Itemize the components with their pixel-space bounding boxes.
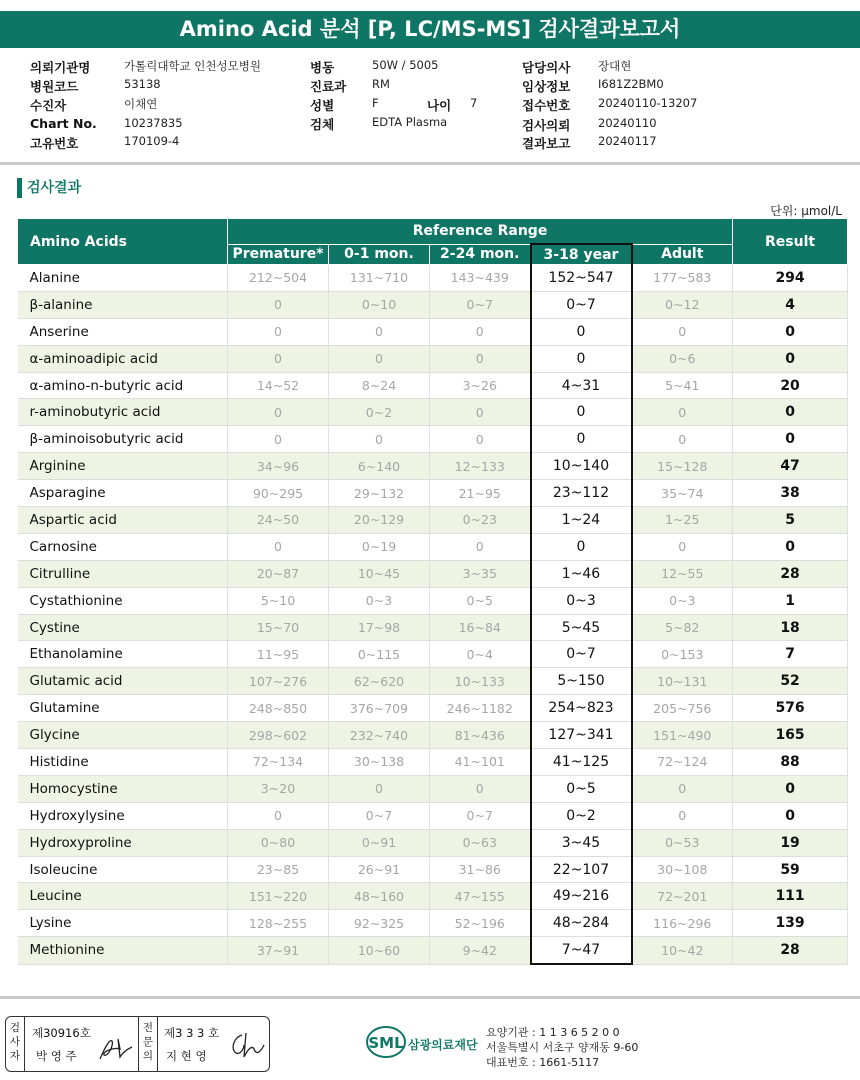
amino-acid-name: Carnosine xyxy=(18,533,228,560)
reference-range-cell: 0 xyxy=(531,533,632,560)
reference-range-cell: 4~31 xyxy=(531,372,632,399)
reference-range-cell: 1~24 xyxy=(531,507,632,534)
reference-range-cell: 0 xyxy=(632,533,733,560)
footer-line: 서울특별시 서초구 양재동 9-60 xyxy=(486,1041,639,1054)
reference-range-cell: 1~46 xyxy=(531,560,632,587)
col-header-result: Result xyxy=(733,219,848,265)
result-cell: 19 xyxy=(733,829,848,856)
reference-range-cell: 11~95 xyxy=(228,641,329,668)
reference-range-cell: 298~602 xyxy=(228,722,329,749)
table-row xyxy=(18,614,848,641)
info-value: 이채연 xyxy=(124,97,158,111)
reference-range-cell: 177~583 xyxy=(632,265,733,292)
table-row xyxy=(18,480,848,507)
organization-name: 삼광의료재단 xyxy=(408,1038,478,1052)
info-value: 20240110 xyxy=(598,116,657,130)
unit-label: 단위: μmol/L xyxy=(770,204,842,218)
reference-range-cell: 5~45 xyxy=(531,614,632,641)
col-header-premature: Premature* xyxy=(228,244,329,265)
patient-info xyxy=(0,0,860,160)
reference-range-cell: 0 xyxy=(329,775,430,802)
reference-range-cell: 23~85 xyxy=(228,856,329,883)
amino-acid-name: Cystathionine xyxy=(18,587,228,614)
reference-range-cell: 0~7 xyxy=(531,291,632,318)
reference-range-cell: 9~42 xyxy=(430,937,531,964)
section-title: 검사결과 xyxy=(27,180,82,196)
table-row xyxy=(18,399,848,426)
divider xyxy=(0,162,860,165)
amino-acid-name: Glutamine xyxy=(18,695,228,722)
reference-range-cell: 131~710 xyxy=(329,265,430,292)
signature-box xyxy=(5,1016,270,1072)
amino-acid-name: Anserine xyxy=(18,318,228,345)
info-value: 53138 xyxy=(124,77,161,91)
reference-range-cell: 0~3 xyxy=(329,587,430,614)
reference-range-cell: 0~91 xyxy=(329,829,430,856)
reference-range-cell: 0 xyxy=(329,345,430,372)
reference-range-cell: 15~70 xyxy=(228,614,329,641)
info-value: 10237835 xyxy=(124,116,183,130)
reference-range-cell: 81~436 xyxy=(430,722,531,749)
reference-range-cell: 0~7 xyxy=(531,641,632,668)
amino-acid-name: Ethanolamine xyxy=(18,641,228,668)
reference-range-cell: 3~26 xyxy=(430,372,531,399)
amino-acid-name: α-amino-n-butyric acid xyxy=(18,372,228,399)
col-header-adult: Adult xyxy=(632,244,733,265)
reference-range-cell: 3~20 xyxy=(228,775,329,802)
reference-range-cell: 0~115 xyxy=(329,641,430,668)
amino-acid-name: Homocystine xyxy=(18,775,228,802)
result-cell: 38 xyxy=(733,480,848,507)
result-cell: 0 xyxy=(733,318,848,345)
info-label: 수진자 xyxy=(30,98,67,113)
info-value: 50W / 5005 xyxy=(372,58,439,72)
reference-range-cell: 0 xyxy=(531,426,632,453)
table-row xyxy=(18,856,848,883)
reference-range-cell: 0 xyxy=(430,399,531,426)
specialist-label: 전 문 의 xyxy=(142,1022,154,1062)
result-cell: 5 xyxy=(733,507,848,534)
reference-range-cell: 26~91 xyxy=(329,856,430,883)
amino-acid-name: Cystine xyxy=(18,614,228,641)
info-value: F xyxy=(372,96,379,110)
reference-range-cell: 212~504 xyxy=(228,265,329,292)
reference-range-cell: 0~3 xyxy=(632,587,733,614)
examiner-license: 제30916호 xyxy=(32,1026,91,1040)
divider xyxy=(138,1017,139,1071)
result-cell: 165 xyxy=(733,722,848,749)
reference-range-cell: 128~255 xyxy=(228,910,329,937)
table-row xyxy=(18,265,848,292)
footer-line: 대표번호 : 1661-5117 xyxy=(486,1056,600,1069)
amino-acid-name: Histidine xyxy=(18,749,228,776)
col-header-amino-acids: Amino Acids xyxy=(18,219,228,265)
info-label: 검사의뢰 xyxy=(522,118,571,133)
info-label: 임상정보 xyxy=(522,79,571,94)
table-row xyxy=(18,695,848,722)
info-value: EDTA Plasma xyxy=(372,115,448,129)
reference-range-cell: 0~7 xyxy=(430,291,531,318)
amino-acid-name: Hydroxylysine xyxy=(18,802,228,829)
reference-range-cell: 0 xyxy=(430,426,531,453)
reference-range-cell: 1~25 xyxy=(632,507,733,534)
specialist-signature xyxy=(228,1031,266,1061)
result-cell: 0 xyxy=(733,533,848,560)
amino-acid-name: β-aminoisobutyric acid xyxy=(18,426,228,453)
amino-acid-name: Methionine xyxy=(18,937,228,964)
reference-range-cell: 0~3 xyxy=(531,587,632,614)
info-label: 담당의사 xyxy=(522,60,571,75)
amino-acid-name: Asparagine xyxy=(18,480,228,507)
result-cell: 59 xyxy=(733,856,848,883)
reference-range-cell: 0 xyxy=(329,426,430,453)
info-label: 접수번호 xyxy=(522,98,571,113)
examiner-signature xyxy=(98,1035,134,1063)
reference-range-cell: 0~63 xyxy=(430,829,531,856)
reference-range-cell: 3~45 xyxy=(531,829,632,856)
info-value: 가톨릭대학교 인천성모병원 xyxy=(124,59,261,73)
reference-range-cell: 232~740 xyxy=(329,722,430,749)
reference-range-cell: 143~439 xyxy=(430,265,531,292)
table-row xyxy=(18,345,848,372)
reference-range-cell: 22~107 xyxy=(531,856,632,883)
reference-range-cell: 0 xyxy=(228,345,329,372)
reference-range-cell: 0 xyxy=(228,533,329,560)
result-cell: 18 xyxy=(733,614,848,641)
reference-range-cell: 0~23 xyxy=(430,507,531,534)
table-row xyxy=(18,507,848,534)
result-cell: 0 xyxy=(733,426,848,453)
result-cell: 28 xyxy=(733,937,848,964)
reference-range-cell: 0 xyxy=(632,802,733,829)
result-cell: 4 xyxy=(733,291,848,318)
reference-range-cell: 41~125 xyxy=(531,749,632,776)
reference-range-cell: 48~284 xyxy=(531,910,632,937)
info-label: 성별 xyxy=(310,98,335,113)
age-value: 7 xyxy=(470,96,478,110)
amino-acid-name: Aspartic acid xyxy=(18,507,228,534)
reference-range-cell: 72~201 xyxy=(632,883,733,910)
reference-range-cell: 12~133 xyxy=(430,453,531,480)
divider xyxy=(0,996,860,999)
table-row xyxy=(18,641,848,668)
amino-acid-name: Citrulline xyxy=(18,560,228,587)
info-value: 20240110-13207 xyxy=(598,96,698,110)
info-value: 170109-4 xyxy=(124,134,180,148)
table-row xyxy=(18,883,848,910)
reference-range-cell: 49~216 xyxy=(531,883,632,910)
age-label: 나이 xyxy=(427,98,452,113)
reference-range-cell: 29~132 xyxy=(329,480,430,507)
reference-range-cell: 0 xyxy=(531,399,632,426)
result-cell: 0 xyxy=(733,802,848,829)
info-value: RM xyxy=(372,77,390,91)
amino-acid-name: Isoleucine xyxy=(18,856,228,883)
examiner-name: 박 영 주 xyxy=(36,1049,77,1063)
amino-acid-name: Hydroxyproline xyxy=(18,829,228,856)
table-row xyxy=(18,910,848,937)
table-row xyxy=(18,291,848,318)
info-value: 20240117 xyxy=(598,134,657,148)
report-title: Amino Acid 분석 [P, LC/MS-MS] 검사결과보고서 xyxy=(0,11,860,48)
reference-range-cell: 0 xyxy=(430,345,531,372)
amino-acid-name: Glutamic acid xyxy=(18,668,228,695)
reference-range-cell: 62~620 xyxy=(329,668,430,695)
sml-logo xyxy=(366,1022,408,1062)
reference-range-cell: 0 xyxy=(632,318,733,345)
table-row xyxy=(18,829,848,856)
reference-range-cell: 17~98 xyxy=(329,614,430,641)
reference-range-cell: 0~7 xyxy=(329,802,430,829)
reference-range-cell: 10~42 xyxy=(632,937,733,964)
table-row xyxy=(18,426,848,453)
result-cell: 28 xyxy=(733,560,848,587)
reference-range-cell: 47~155 xyxy=(430,883,531,910)
reference-range-cell: 0~2 xyxy=(329,399,430,426)
result-cell: 1 xyxy=(733,587,848,614)
table-row xyxy=(18,749,848,776)
amino-acid-name: α-aminoadipic acid xyxy=(18,345,228,372)
table-row xyxy=(18,560,848,587)
amino-acid-name: Arginine xyxy=(18,453,228,480)
amino-acid-name: Alanine xyxy=(18,265,228,292)
result-cell: 7 xyxy=(733,641,848,668)
amino-acid-name: Lysine xyxy=(18,910,228,937)
reference-range-cell: 10~45 xyxy=(329,560,430,587)
reference-range-cell: 24~50 xyxy=(228,507,329,534)
reference-range-cell: 0~80 xyxy=(228,829,329,856)
reference-range-cell: 0~12 xyxy=(632,291,733,318)
specialist-license: 제3 3 3 호 xyxy=(164,1026,220,1040)
reference-range-cell: 151~220 xyxy=(228,883,329,910)
reference-range-cell: 0~10 xyxy=(329,291,430,318)
reference-range-cell: 0~19 xyxy=(329,533,430,560)
reference-range-cell: 0 xyxy=(632,399,733,426)
amino-acid-name: Leucine xyxy=(18,883,228,910)
reference-range-cell: 6~140 xyxy=(329,453,430,480)
reference-range-cell: 107~276 xyxy=(228,668,329,695)
result-cell: 111 xyxy=(733,883,848,910)
reference-range-cell: 0 xyxy=(531,345,632,372)
logo-text: SML xyxy=(368,1034,404,1052)
reference-range-cell: 0~53 xyxy=(632,829,733,856)
reference-range-cell: 0 xyxy=(228,426,329,453)
reference-range-cell: 0~7 xyxy=(430,802,531,829)
reference-range-cell: 30~138 xyxy=(329,749,430,776)
reference-range-cell: 23~112 xyxy=(531,480,632,507)
reference-range-cell: 5~82 xyxy=(632,614,733,641)
reference-range-cell: 90~295 xyxy=(228,480,329,507)
reference-range-cell: 92~325 xyxy=(329,910,430,937)
reference-range-cell: 0~2 xyxy=(531,802,632,829)
table-row xyxy=(18,937,848,964)
reference-range-cell: 37~91 xyxy=(228,937,329,964)
result-cell: 294 xyxy=(733,265,848,292)
table-row xyxy=(18,587,848,614)
reference-range-cell: 246~1182 xyxy=(430,695,531,722)
table-row xyxy=(18,372,848,399)
reference-range-cell: 15~128 xyxy=(632,453,733,480)
reference-range-cell: 72~124 xyxy=(632,749,733,776)
results-body xyxy=(18,265,848,965)
reference-range-cell: 5~10 xyxy=(228,587,329,614)
result-cell: 20 xyxy=(733,372,848,399)
reference-range-cell: 0 xyxy=(228,291,329,318)
col-header-2-24-mon: 2-24 mon. xyxy=(430,244,531,265)
reference-range-cell: 7~47 xyxy=(531,937,632,964)
reference-range-cell: 72~134 xyxy=(228,749,329,776)
reference-range-cell: 116~296 xyxy=(632,910,733,937)
info-value: 장대현 xyxy=(598,59,632,73)
info-label: Chart No. xyxy=(30,116,97,131)
reference-range-cell: 10~131 xyxy=(632,668,733,695)
result-cell: 576 xyxy=(733,695,848,722)
reference-range-cell: 376~709 xyxy=(329,695,430,722)
reference-range-cell: 0 xyxy=(632,775,733,802)
reference-range-cell: 20~129 xyxy=(329,507,430,534)
section-marker xyxy=(17,178,22,198)
info-label: 병동 xyxy=(310,60,335,75)
reference-range-cell: 0~5 xyxy=(430,587,531,614)
info-label: 고유번호 xyxy=(30,136,79,151)
table-row xyxy=(18,668,848,695)
reference-range-cell: 254~823 xyxy=(531,695,632,722)
info-label: 결과보고 xyxy=(522,136,571,151)
reference-range-cell: 34~96 xyxy=(228,453,329,480)
table-row xyxy=(18,453,848,480)
specialist-name: 지 현 영 xyxy=(166,1049,207,1063)
amino-acid-name: r-aminobutyric acid xyxy=(18,399,228,426)
reference-range-cell: 205~756 xyxy=(632,695,733,722)
reference-range-cell: 21~95 xyxy=(430,480,531,507)
table-row xyxy=(18,802,848,829)
divider xyxy=(157,1017,158,1071)
divider xyxy=(24,1017,25,1071)
col-header-reference-range: Reference Range xyxy=(228,219,733,245)
reference-range-cell: 14~52 xyxy=(228,372,329,399)
result-cell: 0 xyxy=(733,345,848,372)
info-label: 병원코드 xyxy=(30,79,79,94)
table-row xyxy=(18,722,848,749)
reference-range-cell: 127~341 xyxy=(531,722,632,749)
result-cell: 88 xyxy=(733,749,848,776)
reference-range-cell: 0 xyxy=(228,399,329,426)
reference-range-cell: 0~153 xyxy=(632,641,733,668)
table-row xyxy=(18,318,848,345)
reference-range-cell: 0~6 xyxy=(632,345,733,372)
amino-acid-name: Glycine xyxy=(18,722,228,749)
reference-range-cell: 10~60 xyxy=(329,937,430,964)
reference-range-cell: 0~5 xyxy=(531,775,632,802)
reference-range-cell: 0~4 xyxy=(430,641,531,668)
reference-range-cell: 0 xyxy=(228,318,329,345)
reference-range-cell: 0 xyxy=(430,533,531,560)
reference-range-cell: 31~86 xyxy=(430,856,531,883)
reference-range-cell: 30~108 xyxy=(632,856,733,883)
footer-line: 요양기관 : 1 1 3 6 5 2 0 0 xyxy=(486,1026,620,1039)
reference-range-cell: 0 xyxy=(531,318,632,345)
reference-range-cell: 0 xyxy=(430,318,531,345)
reference-range-cell: 0 xyxy=(329,318,430,345)
reference-range-cell: 20~87 xyxy=(228,560,329,587)
result-cell: 139 xyxy=(733,910,848,937)
table-row xyxy=(18,775,848,802)
reference-range-cell: 0 xyxy=(632,426,733,453)
reference-range-cell: 16~84 xyxy=(430,614,531,641)
reference-range-cell: 8~24 xyxy=(329,372,430,399)
table-row xyxy=(18,533,848,560)
reference-range-cell: 0 xyxy=(228,802,329,829)
info-label: 의뢰기관명 xyxy=(30,60,91,75)
reference-range-cell: 10~140 xyxy=(531,453,632,480)
info-label: 검체 xyxy=(310,117,335,132)
reference-range-cell: 5~41 xyxy=(632,372,733,399)
results-table xyxy=(17,218,848,965)
reference-range-cell: 12~55 xyxy=(632,560,733,587)
info-value: I681Z2BM0 xyxy=(598,77,664,91)
reference-range-cell: 5~150 xyxy=(531,668,632,695)
examiner-label: 검 사 자 xyxy=(9,1022,21,1062)
reference-range-cell: 10~133 xyxy=(430,668,531,695)
result-cell: 52 xyxy=(733,668,848,695)
col-header-0-1-mon: 0-1 mon. xyxy=(329,244,430,265)
reference-range-cell: 3~35 xyxy=(430,560,531,587)
reference-range-cell: 48~160 xyxy=(329,883,430,910)
reference-range-cell: 152~547 xyxy=(531,265,632,292)
result-cell: 0 xyxy=(733,775,848,802)
reference-range-cell: 151~490 xyxy=(632,722,733,749)
amino-acid-name: β-alanine xyxy=(18,291,228,318)
result-cell: 47 xyxy=(733,453,848,480)
result-cell: 0 xyxy=(733,399,848,426)
reference-range-cell: 0 xyxy=(430,775,531,802)
reference-range-cell: 248~850 xyxy=(228,695,329,722)
info-label: 진료과 xyxy=(310,79,347,94)
reference-range-cell: 35~74 xyxy=(632,480,733,507)
reference-range-cell: 52~196 xyxy=(430,910,531,937)
col-header-3-18-year: 3-18 year xyxy=(531,244,632,265)
reference-range-cell: 41~101 xyxy=(430,749,531,776)
